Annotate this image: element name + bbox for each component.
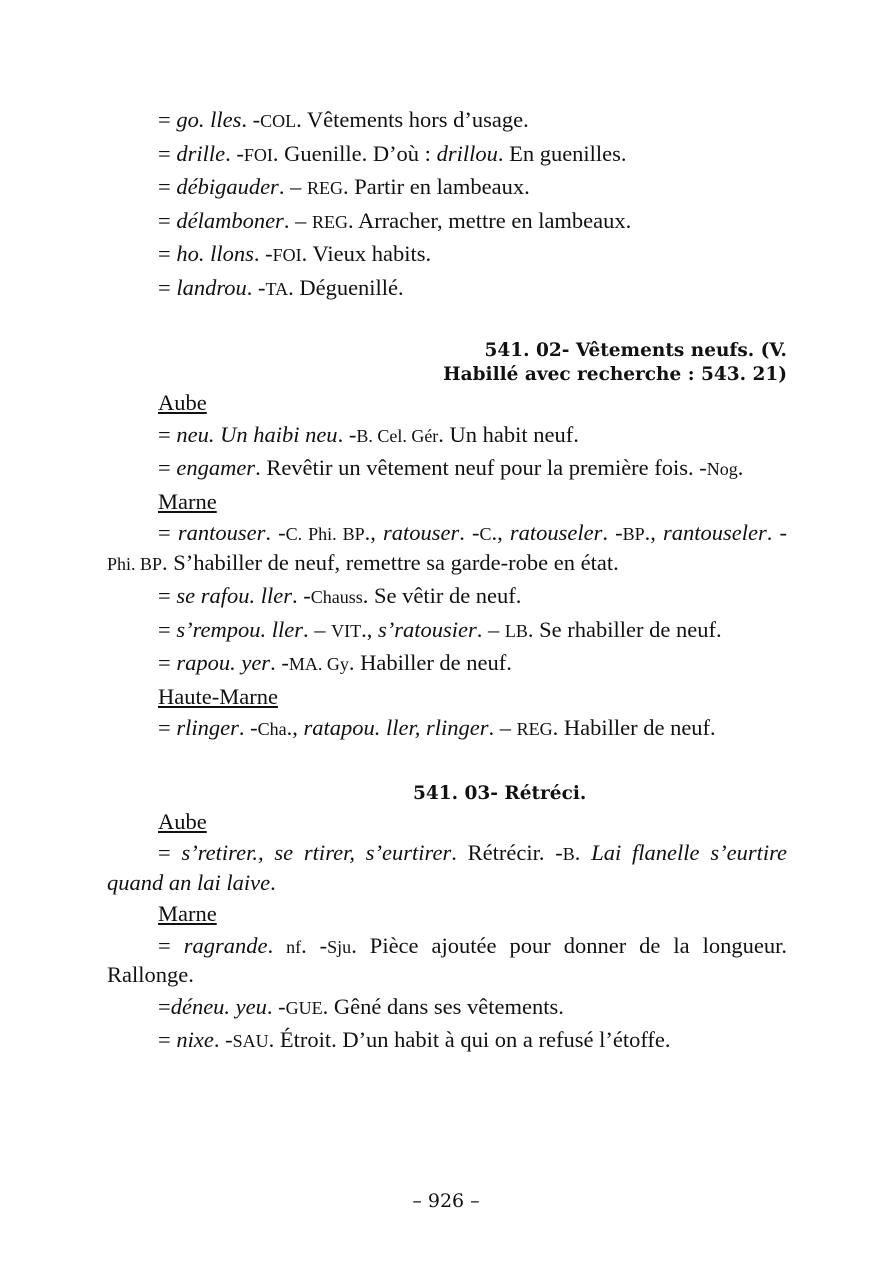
entry-line: = débigauder. – REG. Partir en lambeaux.: [158, 174, 530, 199]
entry-paragraph: = rlinger. -Cha., ratapou. ller, rlinger. – REG. Habiller de neuf.: [158, 715, 716, 740]
page-body: [107, 104, 787, 1058]
region-label: Marne: [158, 901, 217, 926]
region-label: Marne: [158, 488, 217, 514]
page-number: – 926 –: [412, 1190, 480, 1212]
entry-line: =déneu. yeu. -GUE. Gêné dans ses vêtements.: [158, 993, 564, 1019]
entry-line: = ho. llons. -FOI. Vieux habits.: [158, 241, 432, 266]
entry-line: = délamboner. – REG. Arracher, mettre en lambeaux.: [158, 207, 632, 233]
entry-line: = rapou. yer. -MA. Gy. Habiller de neuf.: [158, 650, 512, 675]
entry-line: = nixe. -SAU. Étroit. D’un habit à qui on a refusé l’étoffe.: [158, 1027, 671, 1052]
region-label: Aube: [158, 390, 207, 415]
section-heading: 541. 03- Rétréci.: [413, 782, 587, 804]
entry-line: = landrou. -TA. Déguenillé.: [158, 274, 404, 300]
entry-paragraph: = engamer. Revêtir un vêtement neuf pour la première fois. -Nog.: [158, 455, 744, 480]
entry-paragraph: = s’rempou. ller. – VIT., s’ratousier. – LB. Se rhabiller de neuf.: [158, 616, 722, 642]
entry-line: = se rafou. ller. -Chauss. Se vêtir de neuf.: [158, 583, 522, 608]
section-heading: 541. 02- Vêtements neufs. (V.: [484, 340, 787, 361]
entry-line: = drille. -FOI. Guenille. D’où : drillou. En guenilles.: [158, 140, 627, 166]
section-heading-cont: Habillé avec recherche : 543. 21): [443, 364, 787, 385]
region-label: Haute-Marne: [158, 683, 278, 709]
entry-paragraph: = ragrande. nf. -Sju. Pièce ajoutée pour donner de la longueur. Rallonge.: [107, 932, 787, 987]
entry-paragraph: = s’retirer., se rtirer, s’eurtirer. Rétrécir. -B. Lai flanelle s’eurtire quand an lai laive.: [107, 840, 787, 895]
entry-line: = neu. Un haibi neu. -B. Cel. Gér. Un habit neuf.: [158, 421, 579, 447]
region-label: Aube: [158, 808, 207, 834]
entry-line: = go. lles. -COL. Vêtements hors d’usage.: [158, 107, 529, 132]
entry-paragraph: = rantouser. -C. Phi. BP., ratouser. -C., ratouseler. -BP., rantouseler. -Phi. BP. S’habiller de neuf, remettre sa garde-robe en état.: [107, 520, 788, 575]
